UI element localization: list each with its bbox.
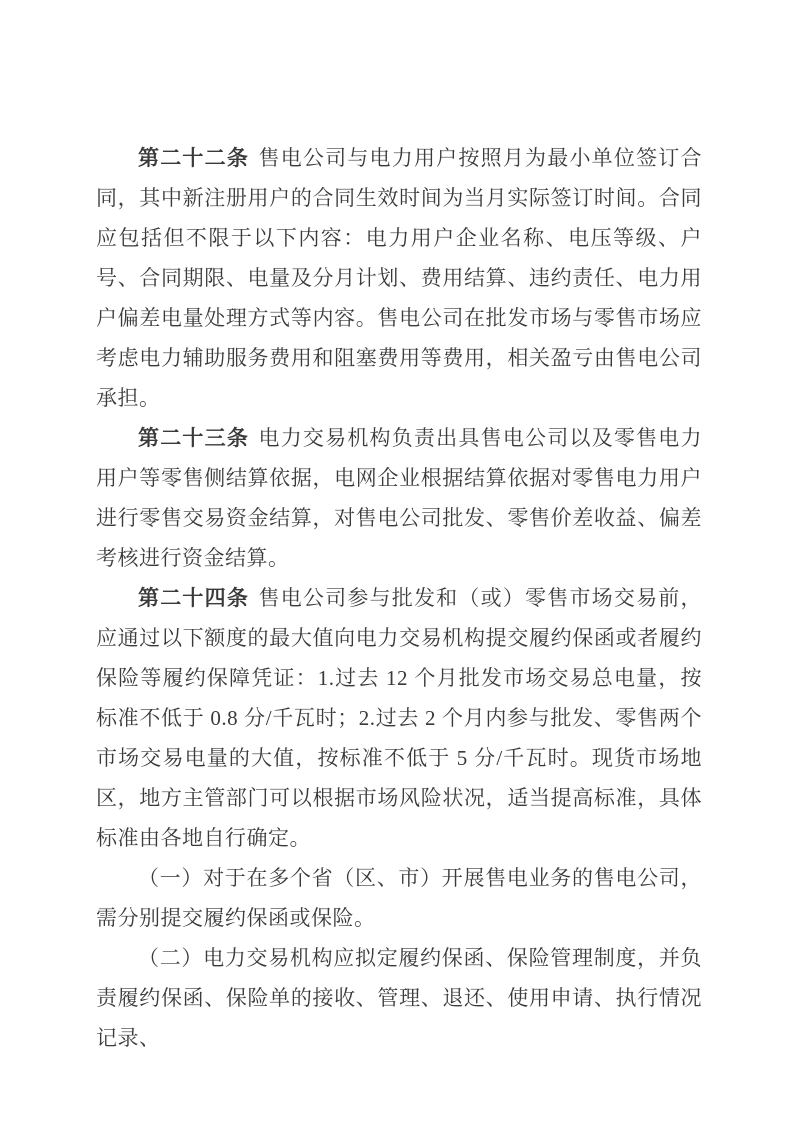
paragraph-article-24: [96, 578, 702, 858]
paragraph-article-22: [96, 138, 702, 418]
article-23-text: 电力交易机构负责出具售电公司以及零售电力用户等零售侧结算依据，电网企业根据结算依据对零售电力用户进行零售交易资金结算，对售电公司批发、零售价差收益、偏差考核进行资金结算。: [96, 426, 703, 570]
paragraph-item-1: [96, 858, 702, 938]
document-body: [96, 138, 702, 1058]
article-24-heading: 第二十四条: [138, 586, 250, 610]
article-22-text: 售电公司与电力用户按照月为最小单位签订合同，其中新注册用户的合同生效时间为当月实际签订时间。合同应包括但不限于以下内容：电力用户企业名称、电压等级、户号、合同期限、电量及分月计划、费用结算、违约责任、电力用户偏差电量处理方式等内容。售电公司在批发市场与零售市场应考虑电力辅助服务费用和阻塞费用等费用，相关盈亏由售电公司承担。: [96, 146, 703, 410]
item-1-text: （一）对于在多个省（区、市）开展售电业务的售电公司，需分别提交履约保函或保险。: [96, 866, 702, 930]
article-23-heading: 第二十三条: [138, 426, 250, 450]
article-24-text: 售电公司参与批发和（或）零售市场交易前，应通过以下额度的最大值向电力交易机构提交履约保函或者履约保险等履约保障凭证：1.过去 12 个月批发市场交易总电量，按标准不低于 0.8 分/千瓦时；2.过去 2 个月内参与批发、零售两个市场交易电量的大值，按标准不低于 5 分/千瓦时。现货市场地区，地方主管部门可以根据市场风险状况，适当提高标准，具体标准由各地自行确定。: [96, 586, 703, 850]
paragraph-item-2: [96, 938, 702, 1058]
item-2-text: （二）电力交易机构应拟定履约保函、保险管理制度，并负责履约保函、保险单的接收、管理、退还、使用申请、执行情况记录、: [96, 946, 702, 1050]
paragraph-article-23: [96, 418, 702, 578]
article-22-heading: 第二十二条: [138, 146, 250, 170]
